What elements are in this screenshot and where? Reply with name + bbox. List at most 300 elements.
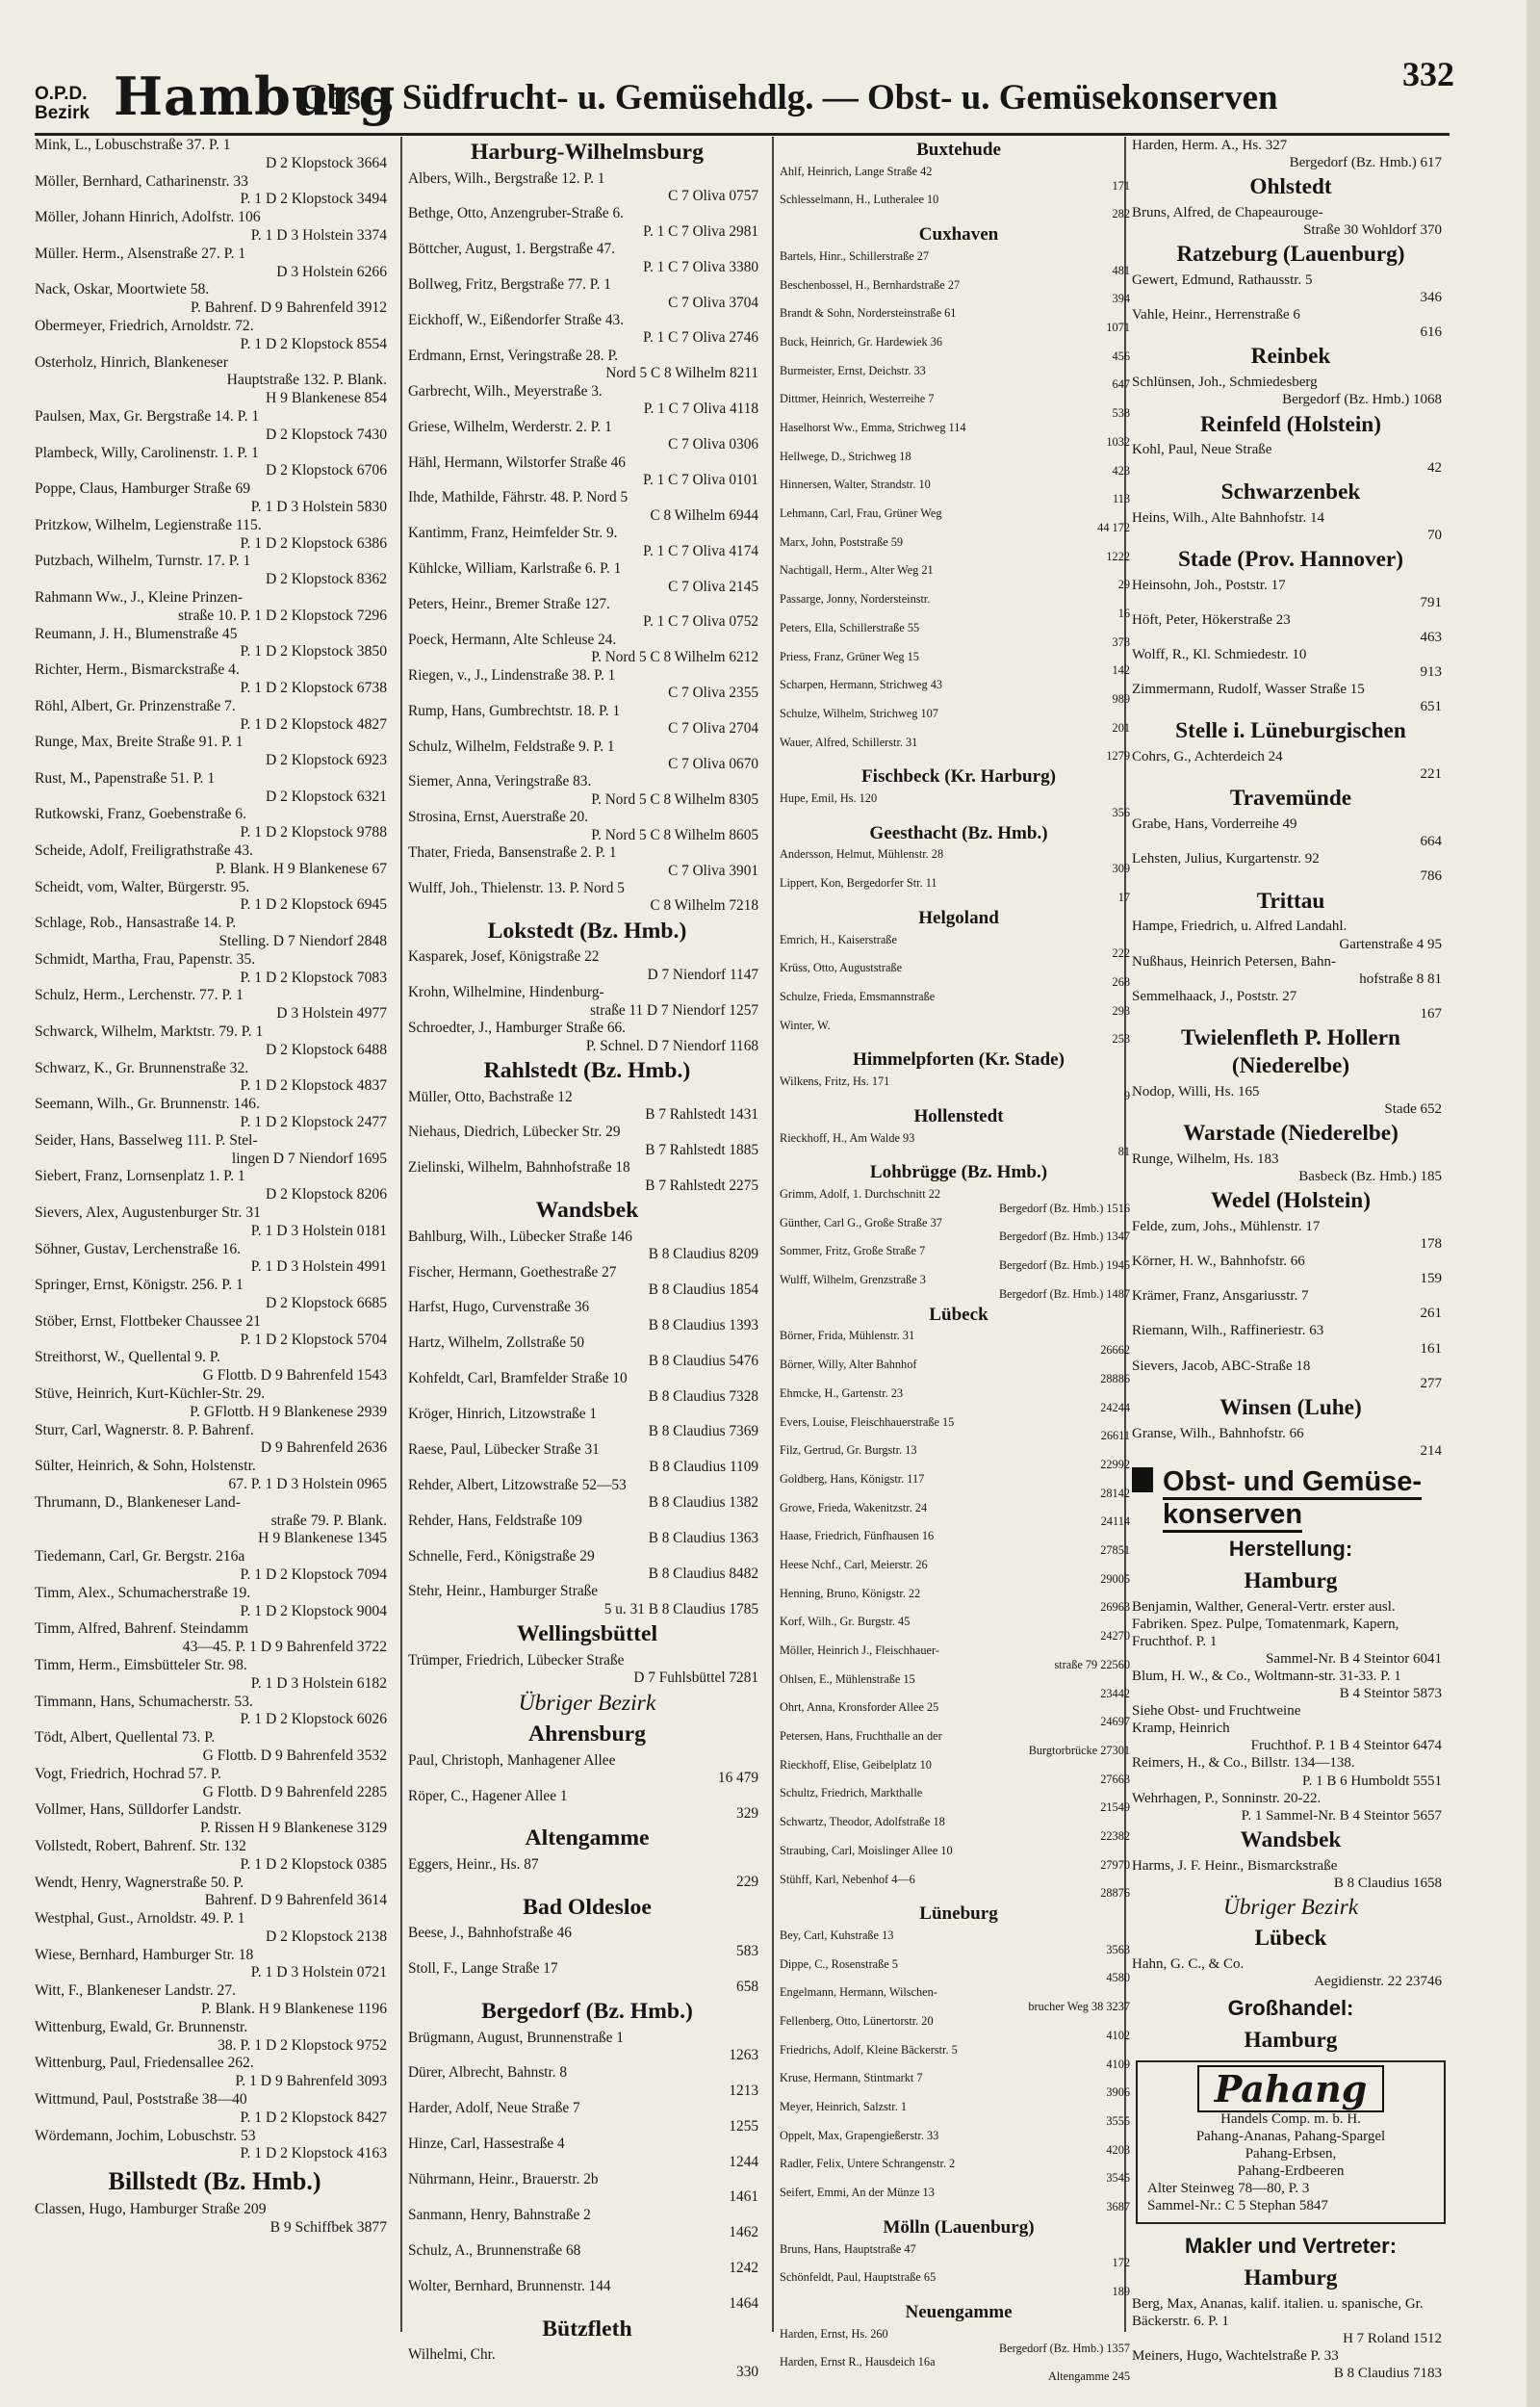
listing-entry: [780, 1358, 1138, 1386]
listing-entry: [1132, 2347, 1450, 2382]
entry-phone: P. 1 D 2 Klopstock 4837: [240, 1077, 387, 1095]
listing-entry: [408, 2278, 766, 2314]
entry-phone: 24244: [1100, 1400, 1130, 1414]
entry-phone: 22382: [1100, 1828, 1130, 1843]
entry-name-address: Schulz, A., Brunnenstraße 68: [408, 2241, 581, 2259]
listing-entry: [780, 933, 1138, 962]
entry-name-address: Harden, Herm. A., Hs. 327: [1132, 138, 1288, 153]
entry-phone: P. 1 D 2 Klopstock 5704: [240, 1331, 387, 1348]
listing-entry: [35, 1585, 395, 1621]
listing-entry: [1132, 1083, 1450, 1118]
entry-name-address: Raese, Paul, Lübecker Straße 31: [408, 1440, 600, 1458]
entry-phone: 463: [1420, 629, 1442, 645]
entry-name-address: Möller, Johann Hinrich, Adolfstr. 106: [35, 209, 261, 226]
listing-entry: [408, 1925, 766, 1960]
locality-heading: Travemünde: [1229, 786, 1352, 812]
entry-phone: H 9 Blankenese 854: [265, 390, 387, 407]
entry-phone: D 2 Klopstock 8206: [265, 1186, 387, 1204]
entry-name-address: Schlage, Rob., Hansastraße 14. P.: [35, 915, 237, 932]
entry-name-address: Krohn, Wilhelmine, Hindenburg-: [408, 984, 604, 1001]
entry-phone: 268: [1112, 975, 1130, 990]
entry-phone: Bergedorf (Bz. Hmb.) 1487: [998, 1286, 1130, 1301]
entry-name-address: Wauer, Alfred, Schillerstr. 31: [780, 735, 918, 749]
entry-phone: P. Bahrenf. D 9 Bahrenfeld 3912: [191, 299, 387, 317]
entry-name-address: Priess, Franz, Grüner Weg 15: [780, 649, 919, 663]
entry-phone: P. 1 D 2 Klopstock 7083: [240, 969, 387, 986]
entry-name-address: Erdmann, Ernst, Veringstraße 28. P.: [408, 347, 619, 364]
listing-entry: [780, 1672, 1138, 1701]
entry-phone: 22992: [1100, 1458, 1130, 1472]
listing-entry: [780, 1587, 1138, 1616]
listing-entry: [408, 241, 766, 276]
locality-heading: Wedel (Holstein): [1211, 1188, 1371, 1214]
entry-name-address: Kantimm, Franz, Heimfelder Str. 9.: [408, 525, 618, 542]
entry-phone: C 8 Wilhelm 6944: [650, 506, 758, 524]
entry-name-address: Kasparek, Josef, Königstraße 22: [408, 948, 600, 966]
entry-name-address: Sievers, Jacob, ABC-Straße 18: [1132, 1358, 1311, 1374]
listing-entry: [1132, 815, 1450, 850]
entry-phone: P. 1 C 7 Oliva 2746: [643, 329, 758, 347]
entry-phone: P. 1 D 3 Holstein 6182: [250, 1674, 387, 1692]
listing-entry: [408, 1856, 766, 1892]
listing-entry: [1132, 1287, 1450, 1322]
listing-entry: [780, 1472, 1138, 1501]
entry-name-address: Berg, Max, Ananas, kalif. italien. u. spanische, Gr. Bäckerstr. 6. P. 1: [1132, 2296, 1424, 2330]
locality-heading: Rahlstedt (Bz. Hmb.): [483, 1058, 691, 1083]
listing-entry: [780, 961, 1138, 990]
entry-phone: B 8 Claudius 1658: [1333, 1875, 1442, 1891]
listing-entry: [408, 1089, 766, 1125]
entry-name-address: Dittmer, Heinrich, Westerreihe 7: [780, 392, 935, 406]
listing-entry: [35, 1241, 395, 1278]
entry-name-address: Rieckhoff, H., Am Walde 93: [780, 1130, 915, 1145]
listing-entry: [408, 1124, 766, 1159]
entry-name-address: Filz, Gertrud, Gr. Burgstr. 13: [780, 1443, 917, 1458]
entry-name-address: Hinnersen, Walter, Strandstr. 10: [780, 478, 931, 492]
entry-name-address: Trümper, Friedrich, Lübecker Straße: [408, 1651, 625, 1669]
entry-name-address: Scheidt, vom, Walter, Bürgerstr. 95.: [35, 878, 250, 895]
entry-phone: C 8 Wilhelm 7218: [650, 897, 758, 915]
locality-heading: Mölln (Lauenburg): [883, 2216, 1035, 2238]
column-divider: [400, 137, 402, 2332]
entry-name-address: Evers, Louise, Fleischhauerstraße 15: [780, 1414, 955, 1429]
entry-name-address: Thater, Frieda, Bansenstraße 2. P. 1: [408, 844, 617, 862]
listing-entry: [780, 791, 1138, 820]
listing-entry: [780, 736, 1138, 764]
listing-entry: [35, 1023, 395, 1060]
listing-entry: [408, 560, 766, 596]
entry-phone: 651: [1420, 699, 1442, 715]
category-subheading: Makler und Vertreter:: [1184, 2234, 1398, 2259]
entry-name-address: Schulze, Frieda, Emsmannstraße: [780, 989, 936, 1003]
listing-entry: [35, 1060, 395, 1097]
locality-heading: Helgoland: [918, 907, 999, 928]
listing-entry: [408, 948, 766, 984]
entry-name-address: Sievers, Alex, Augustenburger Str. 31: [35, 1204, 261, 1222]
entry-phone: P. Nord 5 C 8 Wilhelm 8605: [591, 826, 758, 843]
entry-name-address: Poppe, Claus, Hamburger Straße 69: [35, 480, 251, 498]
entry-phone: P. 1 D 2 Klopstock 6945: [240, 896, 387, 914]
entry-phone: P. Nord 5 C 8 Wilhelm 6212: [591, 649, 758, 666]
entry-phone: 171: [1112, 178, 1130, 193]
entry-phone: 167: [1420, 1005, 1442, 1022]
listing-entry: [780, 1131, 1138, 1160]
entry-phone: 3906: [1106, 2085, 1130, 2100]
listing-entry: [35, 2128, 395, 2164]
entry-phone: 24270: [1100, 1629, 1130, 1643]
listing-entry: [35, 553, 395, 589]
entry-name-address: Möller, Bernhard, Catharinenstr. 33: [35, 172, 248, 190]
listing-entry: [780, 249, 1138, 278]
entry-name-address: Paul, Christoph, Manhagener Allee: [408, 1751, 616, 1769]
listing-entry: [35, 1096, 395, 1132]
entry-phone: 3563: [1106, 1942, 1130, 1956]
entry-phone: 3555: [1106, 2113, 1130, 2128]
entry-name-address: Wittmund, Paul, Poststraße 38—40: [35, 2091, 247, 2109]
listing-entry: [780, 478, 1138, 506]
locality-heading: Wandsbek: [1240, 1826, 1342, 1852]
listing-entry: [1132, 1253, 1450, 1287]
entry-phone: Bergedorf (Bz. Hmb.) 1516: [998, 1201, 1130, 1215]
entry-phone: Nord 5 C 8 Wilhelm 8211: [605, 365, 758, 382]
listing-entry: [35, 987, 395, 1023]
entry-phone: 356: [1112, 805, 1130, 819]
heading-marker: [1132, 1467, 1153, 1492]
entry-name-address: Rust, M., Papenstraße 51. P. 1: [35, 769, 216, 787]
entry-name-address: Kröger, Hinrich, Litzowstraße 1: [408, 1406, 598, 1422]
entry-name-address: Ohrt, Anna, Kronsforder Allee 25: [780, 1700, 939, 1715]
entry-name-address: Tödt, Albert, Quellental 73. P.: [35, 1729, 216, 1747]
locality-heading: Bad Oldesloe: [523, 1894, 652, 1920]
entry-phone: Stade 652: [1384, 1100, 1442, 1117]
listing-entry: [408, 454, 766, 490]
entry-name-address: Schulz, Herm., Lerchenstr. 77. P. 1: [35, 987, 244, 1004]
entry-phone: 3545: [1106, 2171, 1130, 2186]
entry-name-address: Stöber, Ernst, Flottbeker Chaussee 21: [35, 1312, 261, 1330]
locality-heading: Hamburg: [1244, 2265, 1338, 2291]
entry-phone: D 2 Klopstock 6488: [265, 1041, 387, 1058]
city-title: Hamburg: [114, 65, 397, 127]
entry-phone: D 2 Klopstock 6685: [265, 1295, 387, 1311]
entry-name-address: Riemann, Wilh., Raffineriestr. 63: [1132, 1323, 1324, 1339]
listing-entry: [780, 506, 1138, 535]
entry-phone: C 7 Oliva 0670: [668, 755, 758, 772]
entry-name-address: Fellenberg, Otto, Lünertorstr. 20: [780, 2014, 934, 2028]
entry-phone: P. 1 D 2 Klopstock 7094: [240, 1566, 387, 1583]
entry-name-address: Haselhorst Ww., Emma, Strichweg 114: [780, 421, 966, 434]
entry-name-address: Runge, Wilhelm, Hs. 183: [1132, 1151, 1279, 1167]
listing-entry: [408, 2346, 766, 2382]
entry-phone: 178: [1420, 1236, 1442, 1253]
listing-entry: [35, 2091, 395, 2128]
listing-entry: [780, 1957, 1138, 1986]
listing-entry: [780, 1844, 1138, 1873]
entry-phone: 142: [1112, 663, 1130, 678]
entry-name-address: Growe, Frieda, Wakenitzstr. 24: [780, 1500, 928, 1514]
entry-phone: 791: [1420, 594, 1442, 610]
locality-heading: Bützfleth: [542, 2316, 632, 2342]
entry-phone: D 2 Klopstock 6706: [265, 462, 387, 479]
entry-name-address: Meyer, Heinrich, Salzstr. 1: [780, 2100, 908, 2114]
entry-name-address: Griese, Wilhelm, Werderstr. 2. P. 1: [408, 418, 612, 435]
listing-entry: [408, 703, 766, 738]
listing-entry: [35, 2019, 395, 2056]
column-1: [35, 137, 395, 2238]
entry-name-address: Friedrichs, Adolf, Kleine Bäckerstr. 5: [780, 2042, 958, 2057]
entry-phone: C 7 Oliva 0757: [668, 187, 758, 204]
company-logo: [1147, 2068, 1434, 2110]
ad-line: Sammel-Nr.: C 5 Stephan 5847: [1147, 2198, 1328, 2214]
entry-phone: 1213: [729, 2082, 758, 2099]
entry-name-address: Nührmann, Heinr., Brauerstr. 2b: [408, 2171, 599, 2187]
listing-entry: [1132, 748, 1450, 783]
entry-name-address: Schultz, Friedrich, Markthalle: [780, 1786, 923, 1800]
locality-heading: Cuxhaven: [918, 224, 999, 246]
listing-entry: [1132, 1425, 1450, 1460]
listing-entry: [408, 1406, 766, 1441]
entry-phone: P. Blank. H 9 Blankenese 1196: [200, 2001, 387, 2018]
entry-phone: G Flottb. D 9 Bahrenfeld 2285: [202, 1783, 387, 1800]
listing-entry: [35, 915, 395, 951]
entry-phone: P. 1 D 2 Klopstock 9004: [240, 1602, 387, 1619]
entry-phone: 658: [736, 1978, 758, 1995]
entry-phone: B 7 Rahlstedt 1885: [645, 1141, 758, 1158]
entry-phone: P. GFlottb. H 9 Blankenese 2939: [190, 1403, 387, 1420]
listing-entry: [780, 990, 1138, 1019]
listing-entry: [35, 1766, 395, 1802]
entry-name-address: Zielinski, Wilhelm, Bahnhofstraße 18: [408, 1159, 630, 1177]
entry-phone: Bergedorf (Bz. Hmb.) 1945: [998, 1258, 1130, 1273]
locality-heading: Warstade (Niederelbe): [1183, 1120, 1399, 1146]
entry-name-address: Paulsen, Max, Gr. Bergstraße 14. P. 1: [35, 407, 260, 425]
listing-entry: [780, 364, 1138, 393]
entry-name-address: Sommer, Fritz, Große Straße 7: [780, 1244, 926, 1258]
locality-heading: Harburg-Wilhelmsburg: [471, 140, 704, 165]
listing-entry: [780, 2129, 1138, 2158]
listing-entry: [1132, 1218, 1450, 1253]
category-subheading: Herstellung:: [1228, 1536, 1353, 1561]
listing-entry: [408, 984, 766, 1020]
entry-phone: 378: [1112, 634, 1130, 649]
entry-name-address: Krämer, Franz, Ansgariusstr. 7: [1132, 1288, 1309, 1305]
entry-name-address: Timm, Alfred, Bahrenf. Steindamm: [35, 1620, 249, 1638]
entry-phone: 159: [1420, 1271, 1442, 1287]
listing-entry: [35, 1838, 395, 1875]
entry-name-address: Winter, W.: [780, 1018, 831, 1032]
entry-name-address: Sülter, Heinrich, & Sohn, Holstenstr.: [35, 1458, 256, 1475]
entry-phone: P. 1 D 2 Klopstock 8427: [240, 2109, 387, 2126]
listing-entry: [408, 276, 766, 312]
entry-name-address: Thrumann, D., Blankeneser Land-: [35, 1493, 241, 1511]
entry-phone: B 8 Claudius 1109: [649, 1459, 758, 1476]
entry-phone: P. 1 D 3 Holstein 4991: [250, 1258, 387, 1276]
entry-phone: 44 172: [1097, 520, 1130, 534]
entry-phone: Altengamme 245: [1047, 2369, 1130, 2384]
locality-heading: Neuengamme: [905, 2301, 1013, 2322]
entry-phone: 42: [1427, 459, 1442, 476]
entry-phone: 16 479: [717, 1770, 758, 1787]
column-3: [780, 137, 1138, 2384]
entry-phone: D 2 Klopstock 6321: [265, 788, 387, 805]
entry-phone: P. 1 D 2 Klopstock 2477: [240, 1114, 387, 1131]
entry-name-address: Kruse, Hermann, Stintmarkt 7: [780, 2071, 923, 2085]
entry-phone: P. Nord 5 C 8 Wilhelm 8305: [591, 790, 758, 808]
entry-phone: Bergedorf (Bz. Hmb.) 1347: [998, 1229, 1130, 1244]
entry-phone: B 8 Claudius 8482: [648, 1565, 758, 1582]
entry-phone: B 8 Claudius 7328: [648, 1387, 758, 1405]
entry-name-address: Hupe, Emil, Hs. 120: [780, 791, 878, 805]
entry-phone: 5 u. 31 B 8 Claudius 1785: [603, 1600, 758, 1618]
listing-entry: [780, 2043, 1138, 2072]
listing-entry: [780, 1074, 1138, 1103]
entry-name-address: Hampe, Friedrich, u. Alfred Landahl.: [1132, 919, 1348, 935]
entry-name-address: Stehr, Heinr., Hamburger Straße: [408, 1583, 599, 1600]
entry-name-address: Timm, Alex., Schumacherstraße 19.: [35, 1584, 251, 1601]
entry-name-address: Ahlf, Heinrich, Lange Straße 42: [780, 164, 933, 178]
listing-entry: [1132, 1702, 1450, 1720]
entry-name-address: Wittenburg, Paul, Friedensallee 262.: [35, 2055, 254, 2072]
listing-entry: [1132, 850, 1450, 885]
listing-entry: [35, 1204, 395, 1241]
entry-name-address: Wilhelmi, Chr.: [408, 2346, 496, 2363]
entry-name-address: Ihde, Mathilde, Fährstr. 48. P. Nord 5: [408, 489, 629, 506]
entry-name-address: Körner, H. W., Bahnhofstr. 66: [1132, 1254, 1305, 1270]
entry-name-address: Schnelle, Ferd., Königstraße 29: [408, 1547, 595, 1565]
listing-entry: [780, 592, 1138, 621]
listing-entry: [35, 734, 395, 770]
listing-entry: [35, 354, 395, 391]
entry-phone: P. 1 C 7 Oliva 4118: [643, 401, 758, 418]
listing-entry: [780, 876, 1138, 905]
locality-heading: Himmelpforten (Kr. Stade): [853, 1049, 1065, 1071]
entry-phone: P. 1 D 3 Holstein 0181: [250, 1222, 387, 1239]
entry-phone: D 7 Niendorf 1147: [647, 966, 758, 983]
entry-name-address: Wittenburg, Ewald, Gr. Brunnenstr.: [35, 2018, 248, 2035]
entry-name-address: Seemann, Wilh., Gr. Brunnenstr. 146.: [35, 1096, 260, 1113]
listing-entry: [1132, 137, 1450, 171]
entry-phone: P. 1 D 9 Bahrenfeld 3093: [235, 2073, 387, 2090]
entry-phone: C 7 Oliva 0306: [668, 436, 758, 453]
listing-entry: [1132, 204, 1450, 239]
entry-phone: 261: [1420, 1306, 1442, 1322]
entry-name-address: Timm, Herm., Eimsbütteler Str. 98.: [35, 1656, 247, 1673]
listing-entry: [1132, 306, 1450, 341]
listing-entry: [780, 1329, 1138, 1358]
entry-name-address: Nußhaus, Heinrich Petersen, Bahn-: [1132, 953, 1337, 970]
locality-heading: Schwarzenbek: [1220, 479, 1361, 505]
entry-phone: 214: [1420, 1442, 1442, 1459]
listing-entry: [1132, 918, 1450, 952]
entry-phone: 38. P. 1 D 2 Klopstock 9752: [218, 2036, 387, 2054]
listing-entry: [780, 165, 1138, 194]
entry-name-address: Engelmann, Hermann, Wilschen-: [780, 1985, 937, 2000]
entry-name-address: Heins, Wilh., Alte Bahnhofstr. 14: [1132, 509, 1324, 526]
entry-phone: C 7 Oliva 3704: [668, 294, 758, 311]
entry-phone: C 7 Oliva 2704: [668, 720, 758, 738]
listing-entry: [35, 390, 395, 408]
entry-phone: Bergedorf (Bz. Hmb.) 1068: [1282, 392, 1442, 408]
entry-phone: 481: [1112, 263, 1130, 277]
listing-entry: [35, 1982, 395, 2019]
listing-entry: [1132, 646, 1450, 681]
listing-entry: [35, 2201, 395, 2238]
region-heading: Übriger Bezirk: [1222, 1894, 1359, 1920]
listing-entry: [408, 1788, 766, 1824]
entry-phone: D 3 Holstein 6266: [276, 263, 387, 280]
listing-entry: [780, 1729, 1138, 1758]
entry-name-address: Vollmer, Hans, Sülldorfer Landstr.: [35, 1801, 242, 1819]
entry-phone: P. 1 B 6 Humboldt 5551: [1301, 1773, 1442, 1789]
entry-phone: D 3 Holstein 4977: [276, 1005, 387, 1022]
advertisement-box: [1136, 2060, 1446, 2224]
entry-phone: B 8 Claudius 8209: [648, 1246, 758, 1263]
entry-phone: B 8 Claudius 7369: [648, 1423, 758, 1440]
entry-phone: 26611: [1100, 1429, 1130, 1443]
entry-phone: 456: [1112, 349, 1130, 363]
listing-entry: [1132, 577, 1450, 611]
listing-entry: [1132, 1790, 1450, 1825]
entry-phone: P. Blank. H 9 Blankenese 67: [215, 860, 387, 877]
listing-entry: [408, 205, 766, 241]
entry-name-address: Rieckhoff, Elise, Geibelplatz 10: [780, 1757, 932, 1772]
entry-name-address: Stüve, Heinrich, Kurt-Küchler-Str. 29.: [35, 1385, 266, 1402]
entry-name-address: Blum, H. W., & Co., Woltmann-str. 31-33. P. 1: [1132, 1669, 1401, 1685]
entry-phone: 222: [1112, 946, 1130, 961]
entry-name-address: Röhl, Albert, Gr. Prinzenstraße 7.: [35, 697, 236, 714]
ad-line: Pahang-Ananas, Pahang-Spargel: [1195, 2128, 1386, 2144]
locality-heading: Winsen (Luhe): [1219, 1394, 1362, 1420]
listing-entry: [780, 1928, 1138, 1957]
listing-entry: [780, 392, 1138, 421]
listing-entry: [1132, 1720, 1450, 1754]
entry-name-address: Harden, Ernst R., Hausdeich 16a: [780, 2355, 936, 2369]
listing-entry: [35, 1530, 395, 1548]
entry-phone: 21549: [1100, 1800, 1130, 1815]
entry-phone: 309: [1112, 862, 1130, 876]
entry-name-address: Petersen, Hans, Fruchthalle an der: [780, 1729, 942, 1744]
entry-phone: 1263: [729, 2046, 758, 2063]
entry-phone: B 8 Claudius 5476: [648, 1352, 758, 1369]
listing-entry: [408, 2064, 766, 2100]
district-label: [35, 85, 90, 123]
listing-entry: [408, 1334, 766, 1370]
locality-heading: Fischbeck (Kr. Harburg): [861, 766, 1056, 788]
listing-entry: [780, 650, 1138, 679]
listing-entry: [780, 2157, 1138, 2186]
entry-name-address: Oppelt, Max, Grapengießerstr. 33: [780, 2128, 939, 2142]
entry-name-address: Wehrhagen, P., Sonninstr. 20-22.: [1132, 1790, 1322, 1806]
entry-phone: 647: [1112, 377, 1130, 392]
entry-phone: 346: [1420, 290, 1442, 306]
entry-name-address: Siemer, Anna, Veringstraße 83.: [408, 773, 592, 790]
region-heading: Übriger Bezirk: [518, 1690, 656, 1716]
entry-name-address: Beschenbossel, H., Bernhardstraße 27: [780, 277, 961, 292]
entry-phone: 1244: [729, 2153, 758, 2170]
listing-entry: [408, 1960, 766, 1996]
entry-phone: P. 1 D 3 Holstein 0721: [250, 1964, 387, 1981]
entry-name-address: Wolter, Bernhard, Brunnenstr. 144: [408, 2277, 611, 2294]
listing-entry: [780, 1529, 1138, 1558]
entry-name-address: Grabe, Hans, Vorderreihe 49: [1132, 816, 1297, 833]
entry-name-address: Meiners, Hugo, Wachtelstraße P. 33: [1132, 2348, 1339, 2365]
locality-heading: Wellingsbüttel: [516, 1621, 658, 1647]
listing-entry: [1132, 1358, 1450, 1392]
entry-phone: B 8 Claudius 1363: [648, 1530, 758, 1547]
listing-entry: [408, 667, 766, 703]
listing-entry: [1132, 441, 1450, 476]
listing-entry: [408, 596, 766, 632]
listing-entry: [1132, 953, 1450, 988]
